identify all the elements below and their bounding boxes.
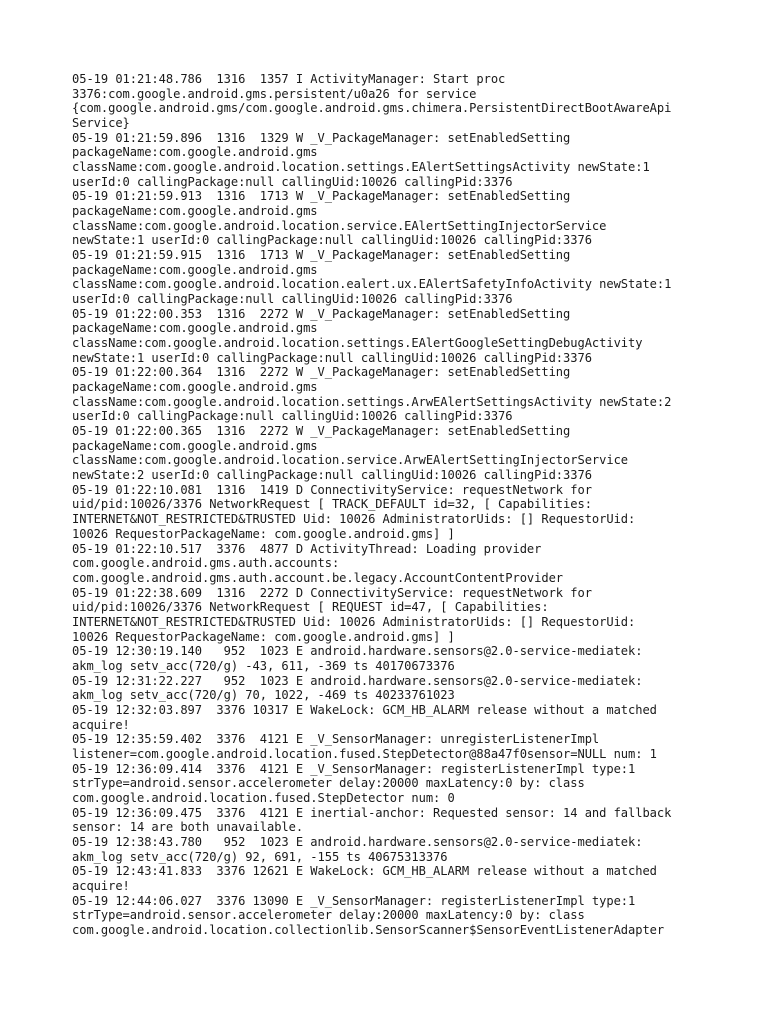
log-line: 05-19 12:43:41.833 3376 12621 E WakeLock: GCM_HB_ALARM release without a matched <box>72 864 657 879</box>
log-line: className:com.google.android.location.service.ArwEAlertSettingInjectorService <box>72 453 629 468</box>
log-line: com.google.android.gms.auth.accounts: <box>72 556 340 571</box>
log-line: 05-19 01:22:38.609 1316 2272 D ConnectivityService: requestNetwork for <box>72 585 592 600</box>
log-line: packageName:com.google.android.gms <box>72 380 318 395</box>
log-line: 05-19 01:22:00.364 1316 2272 W _V_PackageManager: setEnabledSetting <box>72 365 571 380</box>
log-line: 05-19 01:22:10.081 1316 1419 D ConnectivityService: requestNetwork for <box>72 482 592 497</box>
log-line: 05-19 12:36:09.414 3376 4121 E _V_SensorManager: registerListenerImpl type:1 <box>72 761 636 776</box>
log-line: newState:1 userId:0 callingPackage:null callingUid:10026 callingPid:3376 <box>72 233 592 248</box>
log-line: 05-19 12:31:22.227 952 1023 E android.hardware.sensors@2.0-service-mediatek: <box>72 673 643 688</box>
log-line: strType=android.sensor.accelerometer delay:20000 maxLatency:0 by: class <box>72 908 585 923</box>
log-line: 3376:com.google.android.gms.persistent/u0a26 for service <box>72 86 477 101</box>
log-line: 05-19 12:35:59.402 3376 4121 E _V_SensorManager: unregisterListenerImpl <box>72 732 600 747</box>
log-line: 05-19 01:22:00.365 1316 2272 W _V_PackageManager: setEnabledSetting <box>72 424 571 439</box>
log-line: acquire! <box>72 878 130 893</box>
log-line: packageName:com.google.android.gms <box>72 438 318 453</box>
log-line: 05-19 01:21:48.786 1316 1357 I ActivityManager: Start proc <box>72 72 506 86</box>
log-line: akm_log setv_acc(720/g) -43, 611, -369 ts 40170673376 <box>72 658 455 673</box>
log-line: 05-19 12:38:43.780 952 1023 E android.hardware.sensors@2.0-service-mediatek: <box>72 834 643 849</box>
log-line: akm_log setv_acc(720/g) 92, 691, -155 ts 40675313376 <box>72 849 448 864</box>
log-line: className:com.google.android.location.settings.ArwEAlertSettingsActivity newState:2 <box>72 394 672 409</box>
log-line: packageName:com.google.android.gms <box>72 321 318 336</box>
log-line: 05-19 01:21:59.896 1316 1329 W _V_PackageManager: setEnabledSetting <box>72 130 571 145</box>
log-line: uid/pid:10026/3376 NetworkRequest [ REQUEST id=47, [ Capabilities: <box>72 600 549 615</box>
log-line: 05-19 01:21:59.913 1316 1713 W _V_PackageManager: setEnabledSetting <box>72 189 571 204</box>
log-line: 05-19 12:30:19.140 952 1023 E android.hardware.sensors@2.0-service-mediatek: <box>72 644 643 659</box>
log-line: 05-19 12:32:03.897 3376 10317 E WakeLock: GCM_HB_ALARM release without a matched <box>72 702 657 717</box>
log-line: INTERNET&NOT_RESTRICTED&TRUSTED Uid: 10026 AdministratorUids: [] RequestorUid: <box>72 512 636 527</box>
log-line: 05-19 01:22:10.517 3376 4877 D ActivityThread: Loading provider <box>72 541 542 556</box>
log-text-body <box>72 72 712 938</box>
log-line: userId:0 callingPackage:null callingUid:10026 callingPid:3376 <box>72 409 513 424</box>
log-line: listener=com.google.android.location.fused.StepDetector@88a47f0sensor=NULL num: 1 <box>72 746 657 761</box>
log-line: 05-19 01:22:00.353 1316 2272 W _V_PackageManager: setEnabledSetting <box>72 306 571 321</box>
log-line: packageName:com.google.android.gms <box>72 145 318 160</box>
log-line: packageName:com.google.android.gms <box>72 262 318 277</box>
log-line: userId:0 callingPackage:null callingUid:10026 callingPid:3376 <box>72 292 513 307</box>
log-line: packageName:com.google.android.gms <box>72 204 318 219</box>
log-line: sensor: 14 are both unavailable. <box>72 820 304 835</box>
log-line: uid/pid:10026/3376 NetworkRequest [ TRACK_DEFAULT id=32, [ Capabilities: <box>72 497 592 512</box>
log-line: userId:0 callingPackage:null callingUid:10026 callingPid:3376 <box>72 174 513 189</box>
log-line: 05-19 12:44:06.027 3376 13090 E _V_SensorManager: registerListenerImpl type:1 <box>72 893 636 908</box>
log-line: {com.google.android.gms/com.google.android.gms.chimera.PersistentDirectBootAwareApi <box>72 101 672 116</box>
log-line: 05-19 01:21:59.915 1316 1713 W _V_PackageManager: setEnabledSetting <box>72 248 571 263</box>
log-line: className:com.google.android.location.ealert.ux.EAlertSafetyInfoActivity newState:1 <box>72 277 672 292</box>
log-line: acquire! <box>72 717 130 732</box>
log-line: 10026 RequestorPackageName: com.google.android.gms] ] <box>72 526 455 541</box>
log-line: strType=android.sensor.accelerometer delay:20000 maxLatency:0 by: class <box>72 776 585 791</box>
log-line: className:com.google.android.location.service.EAlertSettingInjectorService <box>72 218 607 233</box>
log-line: com.google.android.gms.auth.account.be.legacy.AccountContentProvider <box>72 570 564 585</box>
log-line: Service} <box>72 116 130 131</box>
log-line: className:com.google.android.location.settings.EAlertGoogleSettingDebugActivity <box>72 336 643 351</box>
log-line: akm_log setv_acc(720/g) 70, 1022, -469 ts 40233761023 <box>72 688 455 703</box>
log-line: newState:2 userId:0 callingPackage:null callingUid:10026 callingPid:3376 <box>72 468 592 483</box>
log-line: 05-19 12:36:09.475 3376 4121 E inertial-anchor: Requested sensor: 14 and fallback <box>72 805 672 820</box>
log-line: className:com.google.android.location.settings.EAlertSettingsActivity newState:1 <box>72 160 650 175</box>
log-line: 10026 RequestorPackageName: com.google.android.gms] ] <box>72 629 455 644</box>
log-line: newState:1 userId:0 callingPackage:null callingUid:10026 callingPid:3376 <box>72 350 592 365</box>
log-line: com.google.android.location.fused.StepDetector num: 0 <box>72 790 455 805</box>
log-line: com.google.android.location.collectionlib.SensorScanner$SensorEventListenerAdapter <box>72 922 665 937</box>
log-line: INTERNET&NOT_RESTRICTED&TRUSTED Uid: 10026 AdministratorUids: [] RequestorUid: <box>72 614 636 629</box>
